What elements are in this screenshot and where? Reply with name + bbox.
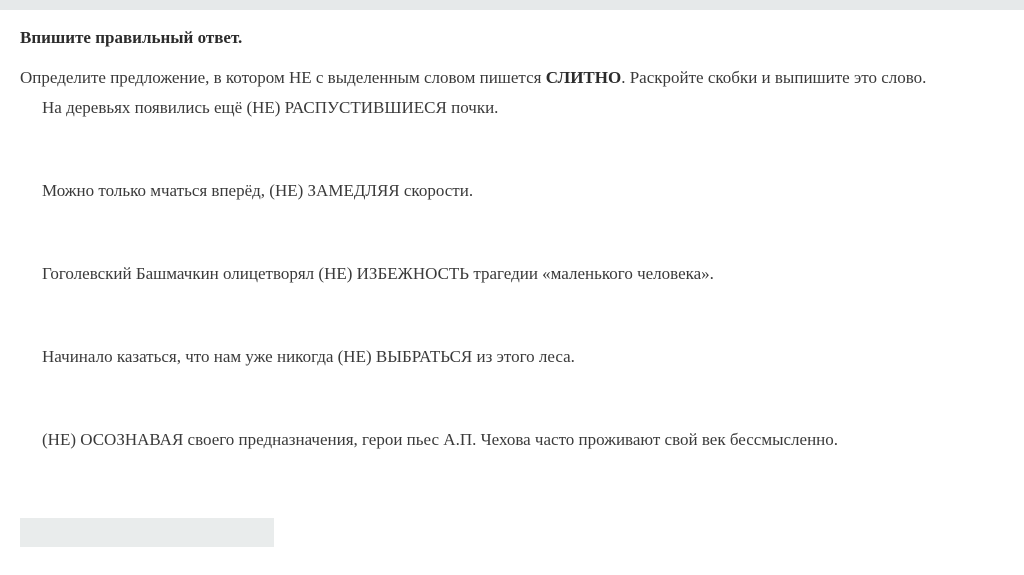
task-text-before: Определите предложение, в котором НЕ с выделенным словом пишется <box>20 68 546 87</box>
sentence-3: Гоголевский Башмачкин олицетворял (НЕ) ИЗБЕЖНОСТЬ трагедии «маленького человека». <box>42 264 714 283</box>
instruction-heading: Впишите правильный ответ. <box>20 28 243 47</box>
task-text-after: . Раскройте скобки и выпишите это слово. <box>621 68 927 87</box>
sentence-1: На деревьях появились ещё (НЕ) РАСПУСТИВШИЕСЯ почки. <box>42 98 499 117</box>
sentence-5: (НЕ) ОСОЗНАВАЯ своего предназначения, герои пьес А.П. Чехова часто проживают свой век бессмысленно. <box>42 430 839 449</box>
sentence-2: Можно только мчаться вперёд, (НЕ) ЗАМЕДЛЯЯ скорости. <box>42 181 474 200</box>
task-text-emphasis: СЛИТНО <box>545 68 622 87</box>
answer-input[interactable] <box>20 518 274 547</box>
top-bar <box>0 0 1024 10</box>
task-text <box>20 68 926 88</box>
sentence-4: Начинало казаться, что нам уже никогда (НЕ) ВЫБРАТЬСЯ из этого леса. <box>42 347 575 366</box>
